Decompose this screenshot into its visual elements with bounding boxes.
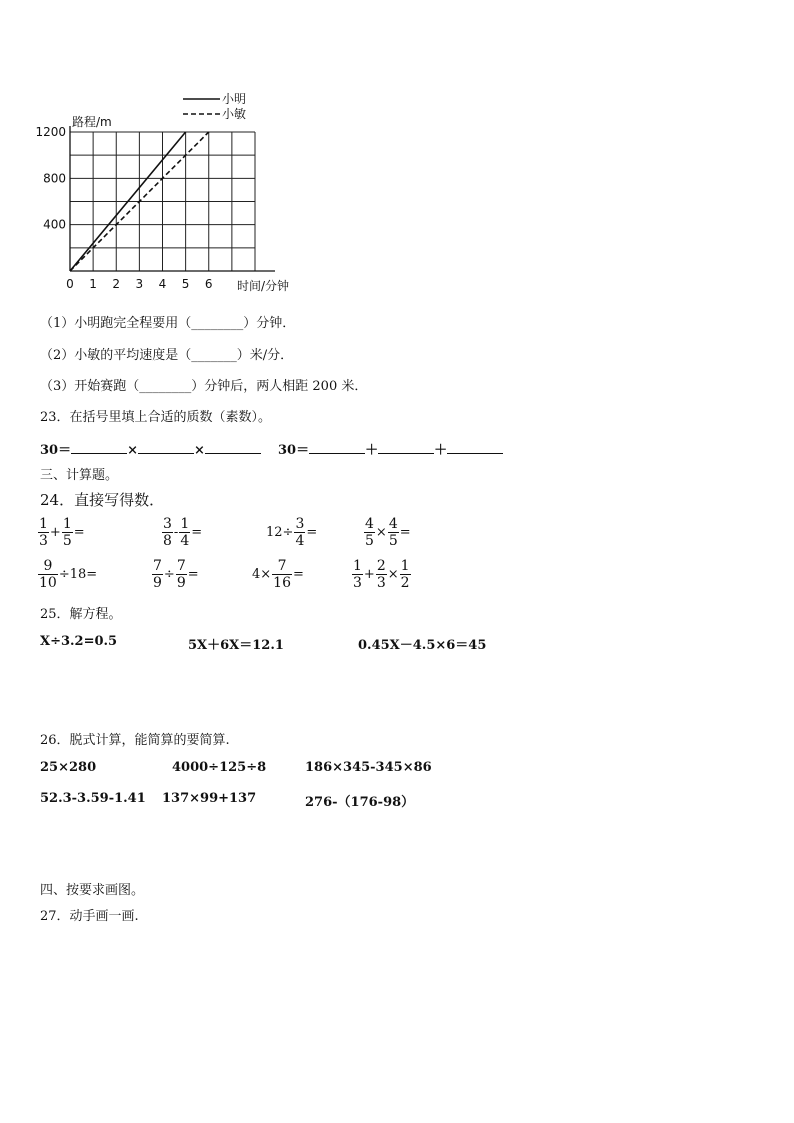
q25-equation-3: 0.45X－4.5×6＝45 — [358, 638, 487, 653]
q22-part2: （2）小敏的平均速度是（_______）米/分． — [40, 348, 294, 363]
q22-part3: （3）开始赛跑（________）分钟后，两人相距 200 米． — [40, 379, 368, 394]
x-tick-label: 1 — [89, 277, 97, 291]
blank[interactable] — [447, 441, 503, 454]
q23-product-line — [40, 439, 261, 458]
chart-legend — [183, 92, 246, 121]
blank[interactable] — [71, 441, 127, 454]
q27-title: 27．动手画一画. — [40, 909, 139, 924]
y-axis-label: 路程/m — [72, 115, 112, 129]
q26-expr-2: 4000÷125÷8 — [172, 760, 267, 775]
section-3-heading: 三、计算题。 — [40, 468, 119, 483]
section-4-heading: 四、按要求画图。 — [40, 883, 145, 898]
q25-equation-2: 5X＋6X＝12.1 — [188, 638, 284, 653]
plus-sign: ＋ — [434, 443, 448, 458]
q25-equation-1: X÷3.2=0.5 — [40, 634, 118, 649]
q24-expr-7: 4× $\frac{7}{16}$ = — [252, 558, 304, 591]
legend-label-2: 小敏 — [222, 107, 247, 121]
x-tick-label: 6 — [204, 277, 213, 291]
x-tick-label: 0 — [66, 277, 74, 291]
q24-expr-8: $\frac{1}{3}$ + $\frac{2}{3}$ × $\frac{1}{2}$ — [353, 558, 410, 591]
legend-label-1: 小明 — [222, 92, 247, 106]
q26-expr-1: 25×280 — [40, 760, 97, 775]
q26-expr-5: 137×99+137 — [162, 791, 257, 806]
q24-expr-4: $\frac{4}{5}$ × $\frac{4}{5}$ = — [365, 516, 411, 549]
y-tick-label: 1200 — [35, 125, 66, 139]
q26-title: 26．脱式计算，能简算的要简算. — [40, 733, 230, 748]
x-tick-label: 3 — [135, 277, 144, 291]
plus-sign: ＋ — [365, 443, 379, 458]
q24-expr-3: 12÷ $\frac{3}{4}$ = — [266, 516, 318, 549]
times-sign: × — [127, 443, 138, 458]
y-tick-label: 400 — [43, 217, 66, 232]
x-axis-label: 时间/分钟 — [237, 279, 290, 293]
q24-expr-1: $\frac{1}{3}$ + $\frac{1}{5}$ = — [39, 516, 85, 549]
blank[interactable] — [378, 441, 434, 454]
x-tick-label: 4 — [158, 277, 167, 291]
q25-title: 25．解方程。 — [40, 607, 122, 622]
q23-lhs2: 30＝ — [278, 443, 310, 458]
q26-expr-4: 52.3-3.59-1.41 — [40, 791, 146, 806]
blank[interactable] — [205, 441, 261, 454]
q24-expr-5: $\frac{9}{10}$ ÷18= — [39, 558, 98, 591]
x-tick-label: 2 — [112, 277, 121, 291]
q24-expr-2: $\frac{3}{8}$ - $\frac{1}{4}$ = — [163, 516, 203, 549]
times-sign: × — [194, 443, 205, 458]
q26-expr-6: 276-（176-98） — [305, 795, 415, 810]
q23-title: 23．在括号里填上合适的质数（素数）。 — [40, 410, 272, 425]
q24-title: 24．直接写得数． — [40, 491, 165, 509]
q22-part1: （1）小明跑完全程要用（________）分钟． — [40, 316, 296, 331]
blank[interactable] — [309, 441, 365, 454]
blank[interactable] — [138, 441, 194, 454]
y-tick-label: 800 — [43, 171, 66, 186]
q26-expr-3: 186×345-345×86 — [305, 760, 432, 775]
chart-grid — [70, 132, 255, 271]
distance-time-chart — [28, 85, 328, 300]
q23-lhs1: 30＝ — [40, 443, 72, 458]
q24-expr-6: $\frac{7}{9}$ ÷ $\frac{7}{9}$ = — [153, 558, 199, 591]
x-tick-label: 5 — [181, 277, 190, 291]
q23-sum-line — [278, 439, 503, 458]
